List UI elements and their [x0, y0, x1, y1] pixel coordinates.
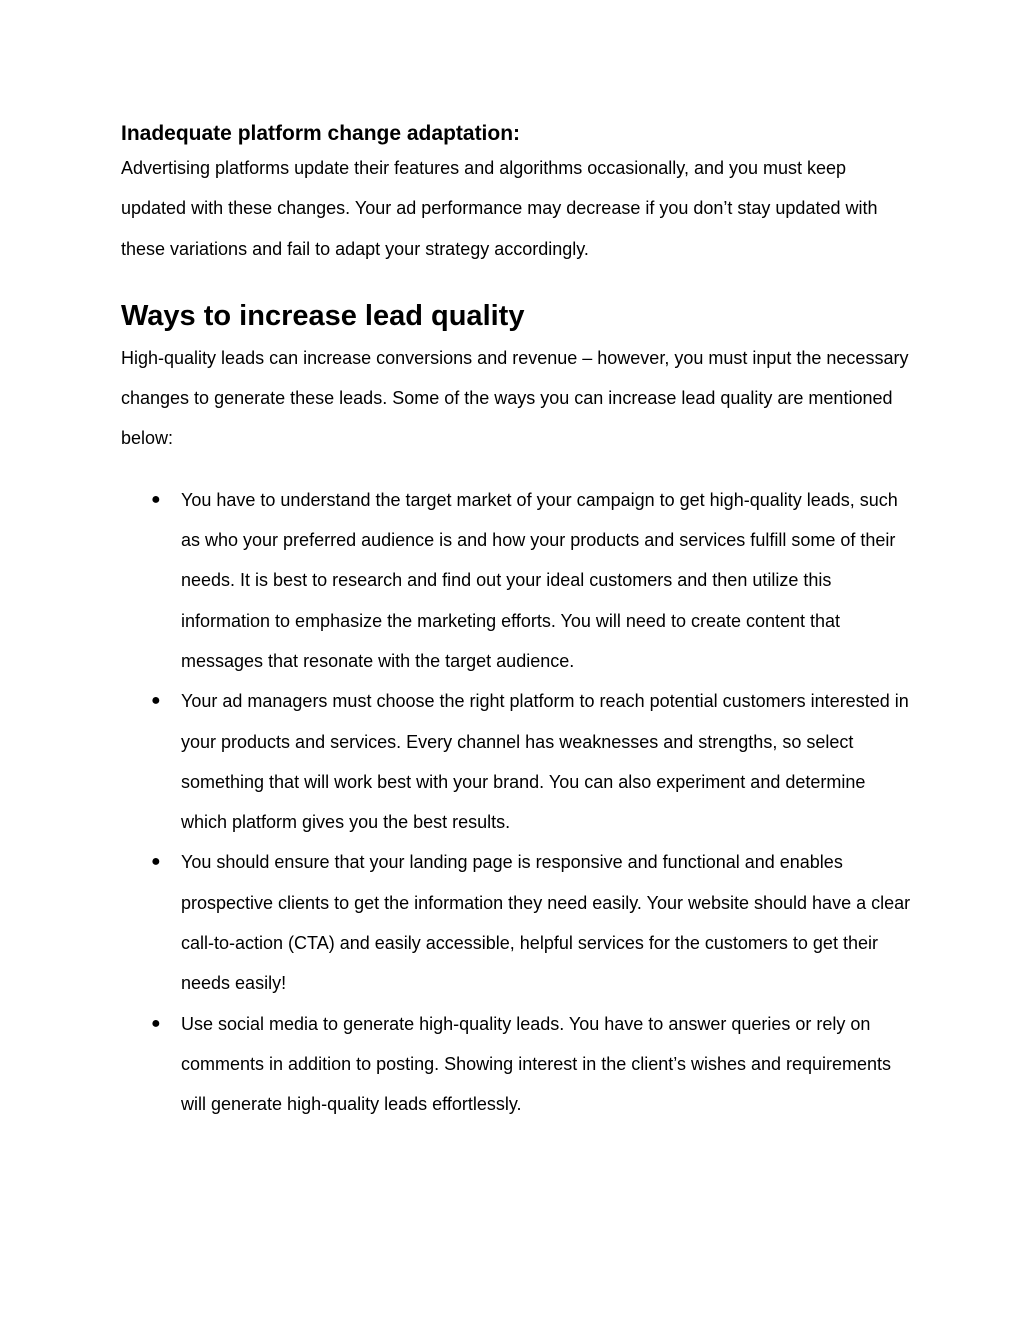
paragraph-platform-change: Advertising platforms update their features and algorithms occasionally, and you must keep updated with these changes. Your ad performance may decrease if you don’t stay updated with these variations and fail to adapt your strategy accordingly. [121, 158, 878, 259]
list-item [121, 681, 914, 842]
paragraph-lead-quality-intro: High-quality leads can increase conversions and revenue – however, you must input the necessary changes to generate these leads. Some of the ways you can increase lead quality are mentioned below: [121, 347, 909, 449]
bullet-icon: ● [151, 1014, 161, 1032]
list-item [121, 480, 914, 681]
bullet-list [121, 480, 914, 1125]
section-heading-lead-quality: Ways to increase lead quality [121, 299, 525, 332]
section-heading-platform-change: Inadequate platform change adaptation: [121, 122, 521, 145]
list-item-text: Your ad managers must choose the right platform to reach potential customers interested in your products and services. Every channel has weaknesses and strengths, so select something that will work best with your brand. You can also experiment and determine which platform gives you the best results. [181, 691, 909, 833]
list-item-text: You have to understand the target market of your campaign to get high-quality leads, such as who your preferred audience is and how your products and services fulfill some of their needs. It is best to research and find out your ideal customers and then utilize this information to emphasize the marketing efforts. You will need to create content that messages that resonate with the target audience. [181, 489, 898, 671]
list-item [121, 842, 914, 1003]
bullet-icon: ● [151, 692, 161, 710]
list-item [121, 1004, 914, 1125]
list-item-text: Use social media to generate high-quality leads. You have to answer queries or rely on comments in addition to posting. Showing interest in the client’s wishes and requirements will generate high-quality leads effortlessly. [181, 1013, 892, 1115]
bullet-icon: ● [151, 853, 161, 871]
list-item-text: You should ensure that your landing page is responsive and functional and enables prospective clients to get the information they need easily. Your website should have a clear call-to-action (CTA) and easily accessible, helpful services for the customers to get their needs easily! [181, 852, 911, 994]
bullet-icon: ● [151, 490, 161, 508]
